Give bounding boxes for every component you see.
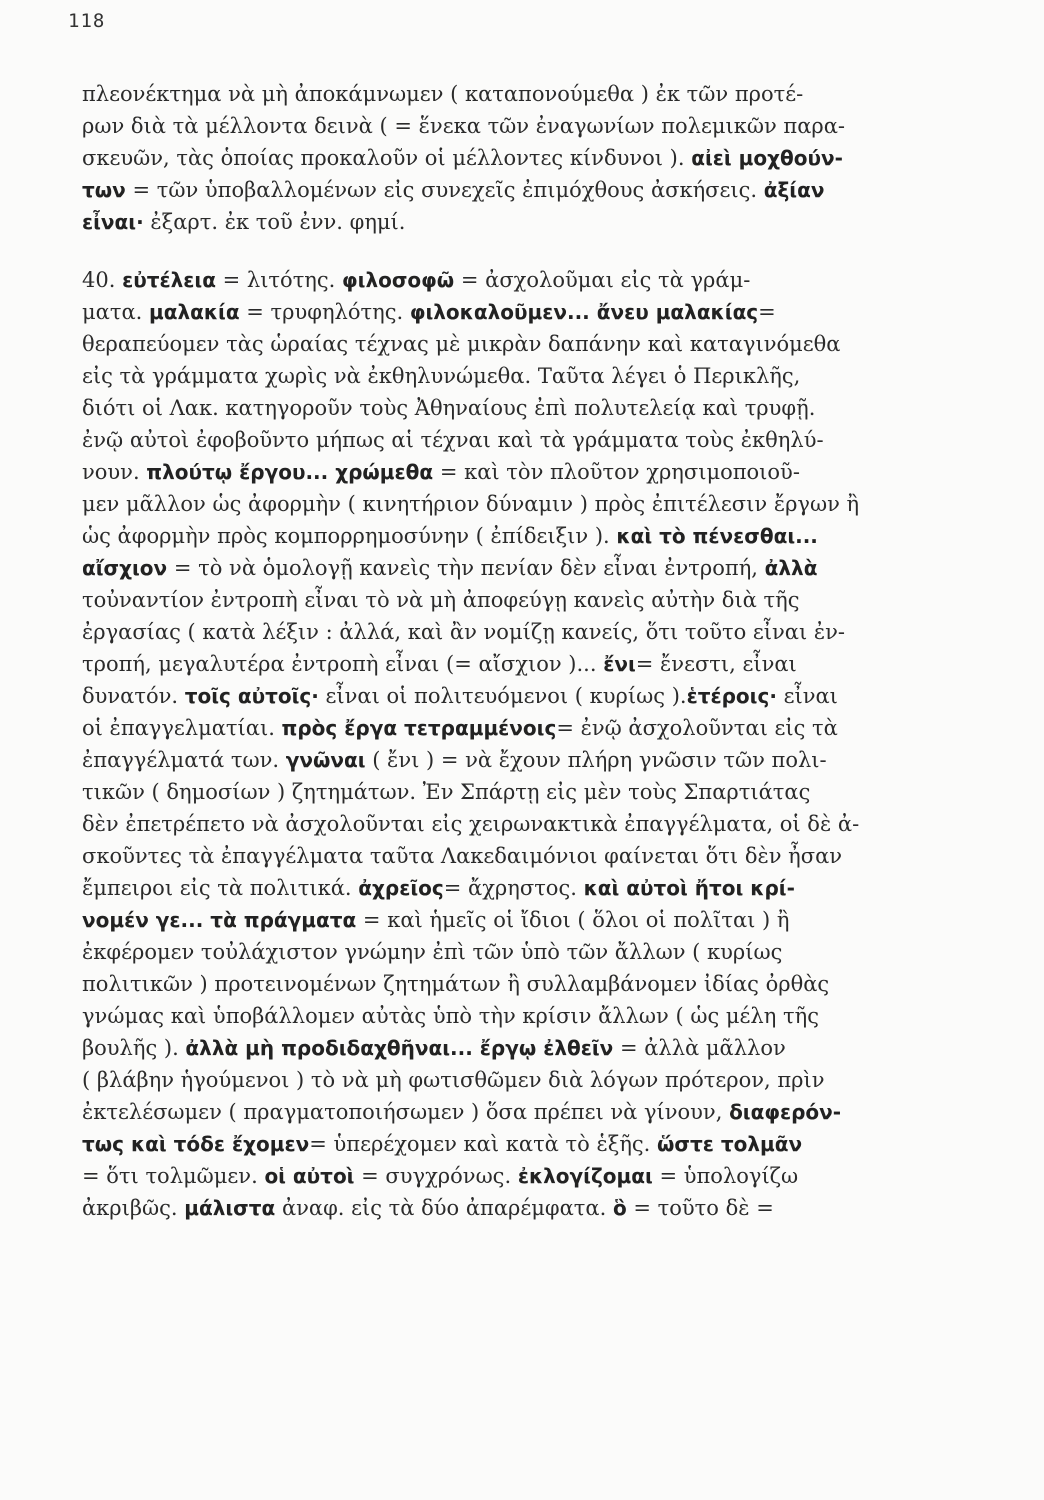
gloss-text: = καὶ ἡμεῖς οἱ ἴδιοι ( ὅλοι οἱ πολῖται ) ἢ (356, 908, 790, 932)
gloss-text: τροπή, μεγαλυτέρα ἐντροπὴ εἶναι (= αἴσχιον )... (82, 652, 604, 676)
text-line (82, 936, 962, 968)
gloss-text: σκοῦντες τὰ ἐπαγγέλματα ταῦτα Λακεδαιμόνιοι φαίνεται ὅτι δὲν ἦσαν (82, 844, 843, 868)
gloss-text: τικῶν ( δημοσίων ) ζητημάτων. Ἐν Σπάρτῃ εἰς μὲν τοὺς Σπαρτιάτας (82, 780, 811, 804)
gloss-text: = ἀσχολοῦμαι εἰς τὰ γράμ- (454, 268, 751, 292)
gloss-text: = ἐνῷ ἀσχολοῦνται εἰς τὰ (556, 716, 838, 740)
gloss-text: ἐξαρτ. ἐκ τοῦ ἐνν. φημί. (143, 210, 406, 234)
lemma: πλούτῳ ἔργου... χρώμεθα (146, 460, 434, 484)
lemma: εὐτέλεια (122, 268, 216, 292)
gloss-text: = τρυφηλότης. (239, 300, 410, 324)
gloss-text: διότι οἱ Λακ. κατηγοροῦν τοὺς Ἀθηναίους ἐπὶ πολυτελείᾳ καὶ τρυφῇ. (82, 396, 816, 420)
lemma: οἱ αὐτοὶ (264, 1164, 355, 1188)
gloss-text: = λιτότης. (215, 268, 342, 292)
lemma: φιλοκαλοῦμεν... ἄνευ μαλακίας (409, 300, 759, 324)
text-line (82, 648, 962, 680)
gloss-text: ( ἔνι ) = νὰ ἔχουν πλήρη γνῶσιν τῶν πολι- (365, 748, 827, 772)
lemma: ἐκλογίζομαι (517, 1164, 653, 1188)
text-line (82, 264, 962, 296)
lemma: ἔνι (603, 652, 636, 676)
lemma: καὶ τὸ πένεσθαι... (616, 524, 818, 548)
gloss-text: = τὸ νὰ ὁμολογῇ κανεὶς τὴν πενίαν δὲν εἶναι ἐντροπή, (167, 556, 765, 580)
gloss-text: βουλῆς ). (82, 1036, 186, 1060)
lemma: ἀλλὰ μὴ προδιδαχθῆναι... ἔργῳ ἐλθεῖν (185, 1036, 614, 1060)
gloss-text: εἶναι (776, 684, 838, 708)
paragraph (82, 78, 962, 238)
lemma: ἀλλὰ (764, 556, 818, 580)
text-line (82, 520, 962, 552)
gloss-text: εἶναι οἱ πολιτευόμενοι ( κυρίως ). (318, 684, 687, 708)
gloss-text: οἱ ἐπαγγελματίαι. (82, 716, 282, 740)
lemma: μάλιστα (184, 1196, 276, 1220)
text-line (82, 680, 962, 712)
text-line (82, 776, 962, 808)
lemma: ἑτέροις· (686, 684, 777, 708)
text-line (82, 1192, 962, 1224)
gloss-text: δυνατόν. (82, 684, 185, 708)
paragraph (82, 264, 962, 1224)
gloss-text: σκευῶν, τὰς ὁποίας προκαλοῦν οἱ μέλλοντες κίνδυνοι ). (82, 146, 692, 170)
lemma: τοῖς αὐτοῖς· (184, 684, 319, 708)
gloss-text: ἐνῷ αὐτοὶ ἐφοβοῦντο μήπως αἱ τέχναι καὶ τὰ γράμματα τοὺς ἐκθηλύ- (82, 428, 824, 452)
gloss-text: = συγχρόνως. (354, 1164, 518, 1188)
text-line (82, 1064, 962, 1096)
gloss-text: 40. (82, 268, 123, 292)
gloss-text: ἐκφέρομεν τοὐλάχιστον γνώμην ἐπὶ τῶν ὑπὸ τῶν ἄλλων ( κυρίως (82, 940, 783, 964)
commentary-text (82, 78, 962, 1224)
lemma: διαφερόν- (729, 1100, 842, 1124)
lemma: τως καὶ τόδε ἔχομεν (82, 1132, 310, 1156)
text-line (82, 872, 962, 904)
page-number: 118 (68, 10, 106, 32)
text-line (82, 78, 962, 110)
gloss-text: ὡς ἀφορμὴν πρὸς κομπορρημοσύνην ( ἐπίδειξιν ). (82, 524, 617, 548)
gloss-text: = ἀλλὰ μᾶλλον (613, 1036, 786, 1060)
lemma: των (82, 178, 126, 202)
lemma: ὃ (612, 1196, 627, 1220)
text-line (82, 488, 962, 520)
text-line (82, 904, 962, 936)
gloss-text: ρων διὰ τὰ μέλλοντα δεινὰ ( = ἕνεκα τῶν ἐναγωνίων πολεμικῶν παρα- (82, 114, 846, 138)
gloss-text: = ὑπερέχομεν καὶ κατὰ τὸ ἑξῆς. (309, 1132, 658, 1156)
gloss-text: = ὑπολογίζω (652, 1164, 799, 1188)
text-line (82, 968, 962, 1000)
text-line (82, 744, 962, 776)
gloss-text: ἔμπειροι εἰς τὰ πολιτικά. (82, 876, 359, 900)
gloss-text: εἰς τὰ γράμματα χωρὶς νὰ ἐκθηλυνώμεθα. Ταῦτα λέγει ὁ Περικλῆς, (82, 364, 801, 388)
text-line (82, 1000, 962, 1032)
gloss-text: ἀκριβῶς. (82, 1196, 185, 1220)
gloss-text: ( βλάβην ἡγούμενοι ) τὸ νὰ μὴ φωτισθῶμεν διὰ λόγων πρότερον, πρὶν (82, 1068, 825, 1092)
gloss-text: μεν μᾶλλον ὡς ἀφορμὴν ( κινητήριον δύναμιν ) πρὸς ἐπιτέλεσιν ἔργων ἢ (82, 492, 860, 516)
lemma: ἀξίαν (763, 178, 825, 202)
text-line (82, 1032, 962, 1064)
lemma: γνῶναι (285, 748, 366, 772)
text-line (82, 174, 962, 206)
text-line (82, 1160, 962, 1192)
text-line (82, 206, 962, 238)
text-line (82, 328, 962, 360)
gloss-text: = τῶν ὑποβαλλομένων εἰς συνεχεῖς ἐπιμόχθους ἀσκήσεις. (125, 178, 764, 202)
lemma: αἴσχιον (82, 556, 168, 580)
lemma: ὥστε τολμᾶν (657, 1132, 803, 1156)
text-line (82, 552, 962, 584)
gloss-text: τοὐναντίον ἐντροπὴ εἶναι τὸ νὰ μὴ ἀποφεύγῃ κανεὶς αὐτὴν διὰ τῆς (82, 588, 800, 612)
gloss-text: γνώμας καὶ ὑποβάλλομεν αὐτὰς ὑπὸ τὴν κρίσιν ἄλλων ( ὡς μέλη τῆς (82, 1004, 819, 1028)
lemma: μαλακία (148, 300, 240, 324)
text-line (82, 1128, 962, 1160)
gloss-text: ἀναφ. εἰς τὰ δύο ἀπαρέμφατα. (275, 1196, 613, 1220)
text-line (82, 110, 962, 142)
text-line (82, 296, 962, 328)
lemma: αἰεὶ μοχθούν- (691, 146, 843, 170)
lemma: εἶναι· (82, 210, 144, 234)
text-line (82, 424, 962, 456)
text-line (82, 616, 962, 648)
lemma: καὶ αὐτοὶ ἤτοι κρί- (583, 876, 795, 900)
lemma: ἀχρεῖος (358, 876, 444, 900)
gloss-text: νουν. (82, 460, 147, 484)
gloss-text: πολιτικῶν ) προτεινομένων ζητημάτων ἢ συλλαμβάνομεν ἰδίας ὀρθὰς (82, 972, 830, 996)
lemma: πρὸς ἔργα τετραμμένοις (281, 716, 557, 740)
text-line (82, 808, 962, 840)
gloss-text: = ἄχρηστος. (443, 876, 584, 900)
text-line (82, 712, 962, 744)
gloss-text: ἐργασίας ( κατὰ λέξιν : ἀλλά, καὶ ἂν νομίζῃ κανείς, ὅτι τοῦτο εἶναι ἐν- (82, 620, 845, 644)
text-line (82, 360, 962, 392)
text-line (82, 1096, 962, 1128)
gloss-text: ἐπαγγέλματά των. (82, 748, 286, 772)
gloss-text: = (758, 300, 776, 324)
text-line (82, 142, 962, 174)
gloss-text: = ὅτι τολμῶμεν. (82, 1164, 265, 1188)
gloss-text: ἐκτελέσωμεν ( πραγματοποιήσωμεν ) ὅσα πρέπει νὰ γίνουν, (82, 1100, 730, 1124)
gloss-text: δὲν ἐπετρέπετο νὰ ἀσχολοῦνται εἰς χειρωνακτικὰ ἐπαγγέλματα, οἱ δὲ ἀ- (82, 812, 860, 836)
gloss-text: = τοῦτο δὲ = (626, 1196, 774, 1220)
text-line (82, 456, 962, 488)
text-line (82, 584, 962, 616)
lemma: νομέν γε... τὰ πράγματα (82, 908, 357, 932)
gloss-text: = ἔνεστι, εἶναι (635, 652, 797, 676)
gloss-text: ματα. (82, 300, 149, 324)
text-line (82, 392, 962, 424)
text-line (82, 840, 962, 872)
gloss-text: θεραπεύομεν τὰς ὡραίας τέχνας μὲ μικρὰν δαπάνην καὶ καταγινόμεθα (82, 332, 841, 356)
gloss-text: = καὶ τὸν πλοῦτον χρησιμοποιοῦ- (433, 460, 800, 484)
gloss-text: πλεονέκτημα νὰ μὴ ἀποκάμνωμεν ( καταπονούμεθα ) ἐκ τῶν προτέ- (82, 82, 804, 106)
lemma: φιλοσοφῶ (342, 268, 455, 292)
